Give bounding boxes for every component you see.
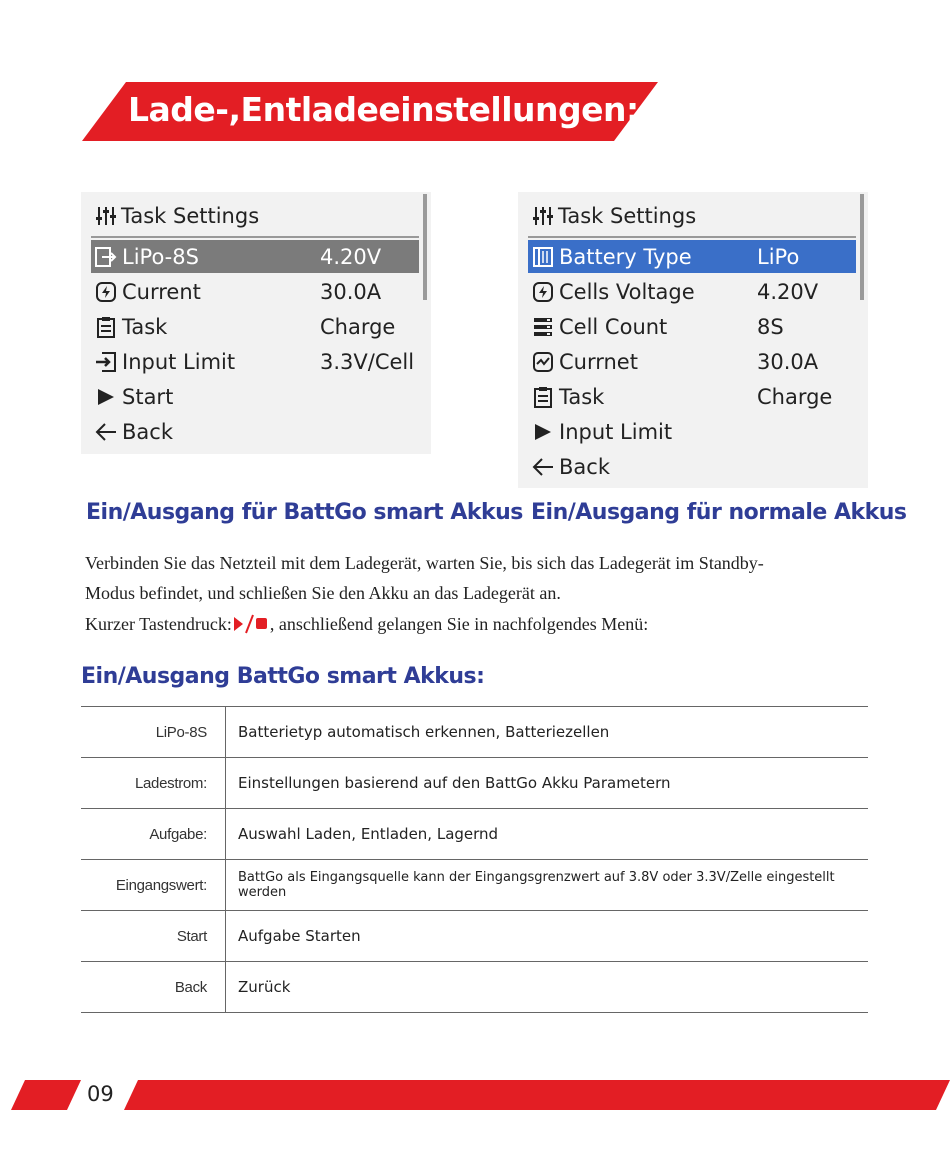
table-row (81, 860, 868, 911)
table-key: Start (81, 911, 226, 962)
menu-item-input-limit[interactable] (528, 415, 856, 448)
table-value: Aufgabe Starten (226, 911, 869, 962)
menu-item-value: 3.3V/Cell (320, 349, 415, 374)
screen-title-label: Task Settings (121, 204, 260, 228)
menu-item-value: 4.20V (757, 279, 819, 304)
menu-item-value: Charge (757, 384, 833, 409)
caption-left: Ein/Ausgang für BattGo smart Akkus (86, 500, 523, 525)
table-key: Aufgabe: (81, 809, 226, 860)
scrollbar (423, 194, 427, 300)
menu-item-label: Back (122, 419, 173, 444)
menu-item-label: Input Limit (559, 419, 673, 444)
table-value: BattGo als Eingangsquelle kann der Eingangsgrenzwert auf 3.8V oder 3.3V/Zelle eingestellt werden (226, 860, 869, 911)
page-number: 09 (87, 1082, 114, 1106)
screen-title (532, 202, 696, 230)
paragraph-line-1: Verbinden Sie das Netzteil mit dem Ladegerät, warten Sie, bis sich das Ladegerät im Standby- (85, 553, 764, 573)
menu-item-battery[interactable] (91, 240, 419, 273)
table-key: Eingangswert: (81, 860, 226, 911)
screen-title-label: Task Settings (558, 204, 697, 228)
menu-item-value: LiPo (757, 244, 800, 269)
menu-item-task[interactable] (528, 380, 856, 413)
table-key: Ladestrom: (81, 758, 226, 809)
menu-item-label: Current (122, 279, 201, 304)
screen-title (95, 202, 259, 230)
play-stop-icon (232, 613, 270, 635)
menu-item-battery-type[interactable] (528, 240, 856, 273)
battery-book-icon (531, 245, 555, 269)
stack-icon (531, 315, 555, 339)
sliders-icon (532, 205, 554, 227)
table-row (81, 911, 868, 962)
table-row (81, 962, 868, 1013)
pulse-icon (531, 350, 555, 374)
table-key: LiPo-8S (81, 707, 226, 758)
play-icon (531, 420, 555, 444)
menu-item-value: Charge (320, 314, 396, 339)
menu-item-label: Currnet (559, 349, 638, 374)
menu-item-value: 4.20V (320, 244, 382, 269)
table-row (81, 707, 868, 758)
menu-item-value: 30.0A (757, 349, 819, 374)
left-device-screen (81, 192, 431, 454)
menu-item-task[interactable] (91, 310, 419, 343)
menu-item-label: Start (122, 384, 174, 409)
bolt-icon (531, 280, 555, 304)
clipboard-icon (94, 315, 118, 339)
back-arrow-icon (531, 455, 555, 479)
menu-item-value: 30.0A (320, 279, 382, 304)
menu-item-label: Task (559, 384, 605, 409)
input-icon (94, 350, 118, 374)
menu-item-value: 8S (757, 314, 784, 339)
footer-stripe-right (124, 1080, 950, 1110)
menu-item-label: Task (122, 314, 168, 339)
exit-icon (94, 245, 118, 269)
clipboard-icon (531, 385, 555, 409)
table-key: Back (81, 962, 226, 1013)
section-title: Ein/Ausgang BattGo smart Akkus: (81, 664, 485, 689)
table-value: Auswahl Laden, Entladen, Lagernd (226, 809, 869, 860)
menu-item-current[interactable] (528, 345, 856, 378)
play-icon (94, 385, 118, 409)
bolt-icon (94, 280, 118, 304)
scrollbar (860, 194, 864, 300)
table-value: Batterietyp automatisch erkennen, Batteriezellen (226, 707, 869, 758)
right-device-screen (518, 192, 868, 488)
sliders-icon (95, 205, 117, 227)
paragraph-line-3-suffix: , anschließend gelangen Sie in nachfolgendes Menü: (269, 613, 649, 634)
menu-item-label: Battery Type (559, 244, 692, 269)
paragraph-line-3-prefix: Kurzer Tastendruck: (85, 613, 232, 634)
caption-right: Ein/Ausgang für normale Akkus (531, 500, 907, 525)
menu-item-start[interactable] (91, 380, 419, 413)
page-title: Lade-,Entladeeinstellungen: (128, 90, 639, 129)
footer-stripe-left (11, 1080, 81, 1110)
menu-item-label: Back (559, 454, 610, 479)
settings-table (81, 706, 868, 1013)
menu-item-label: Cells Voltage (559, 279, 695, 304)
divider (91, 236, 419, 238)
menu-item-cell-count[interactable] (528, 310, 856, 343)
paragraph-line-3 (85, 613, 648, 635)
table-value: Einstellungen basierend auf den BattGo Akku Parametern (226, 758, 869, 809)
table-row (81, 809, 868, 860)
menu-item-back[interactable] (528, 450, 856, 483)
table-row (81, 758, 868, 809)
menu-item-label: Cell Count (559, 314, 668, 339)
menu-item-back[interactable] (91, 415, 419, 448)
menu-item-label: LiPo-8S (122, 244, 199, 269)
menu-item-label: Input Limit (122, 349, 236, 374)
divider (528, 236, 856, 238)
menu-item-cells-voltage[interactable] (528, 275, 856, 308)
table-value: Zurück (226, 962, 869, 1013)
menu-item-input-limit[interactable] (91, 345, 419, 378)
paragraph-line-2: Modus befindet, und schließen Sie den Akku an das Ladegerät an. (85, 583, 561, 603)
back-arrow-icon (94, 420, 118, 444)
menu-item-current[interactable] (91, 275, 419, 308)
